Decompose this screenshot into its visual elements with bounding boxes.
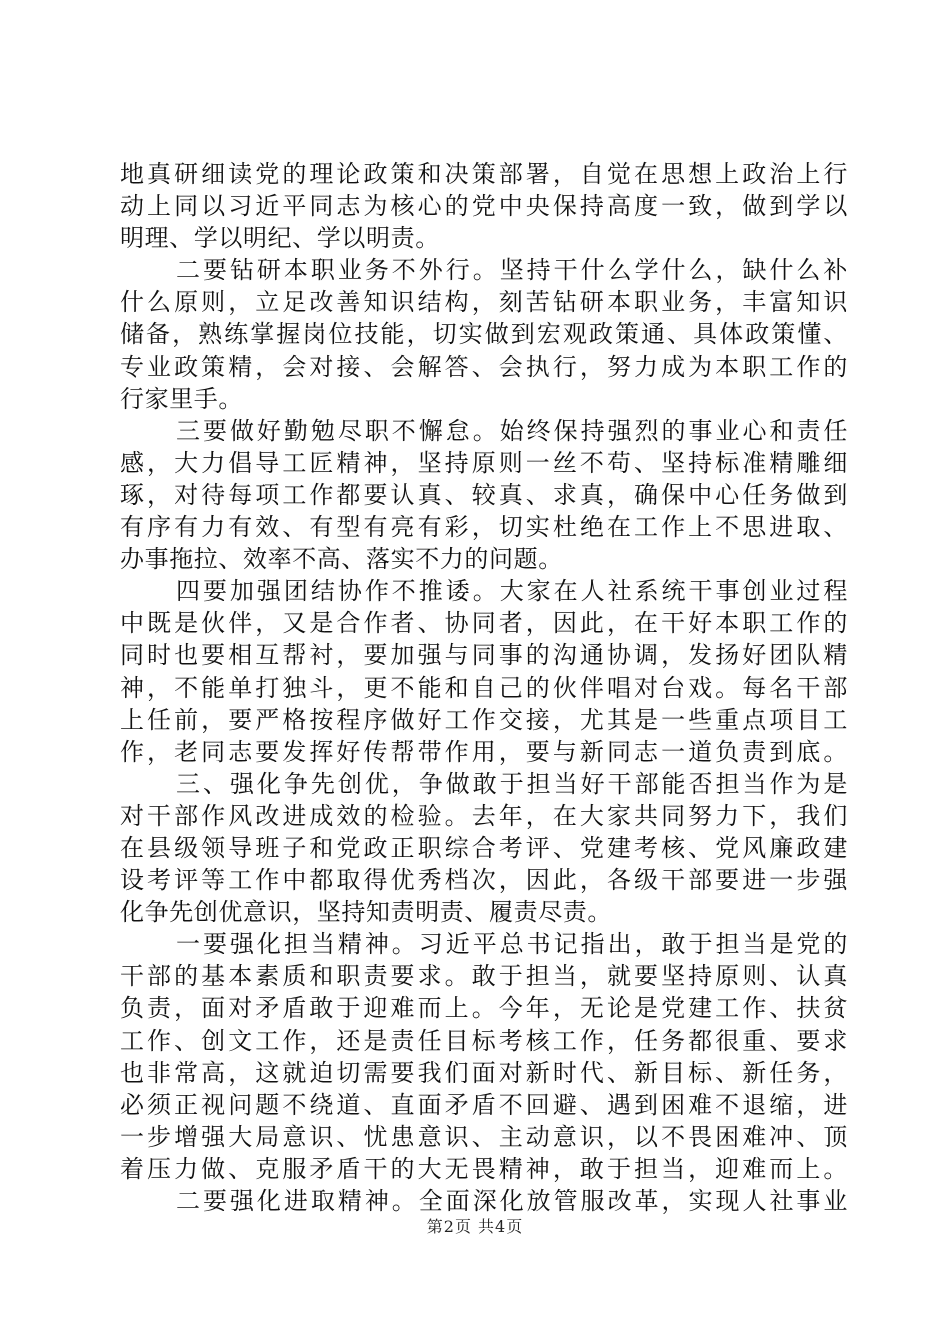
text-line: 干部的基本素质和职责要求。敢于担当，就要坚持原则、认真	[120, 962, 848, 991]
text-line: 二要钻研本职业务不外行。坚持干什么学什么，缺什么补	[176, 256, 848, 285]
text-line: 负责，面对矛盾敢于迎难而上。今年，无论是党建工作、扶贫	[120, 994, 848, 1023]
text-line: 储备，熟练掌握岗位技能，切实做到宏观政策通、具体政策懂、	[120, 320, 848, 349]
text-line: 工作、创文工作，还是责任目标考核工作，任务都很重、要求	[120, 1026, 848, 1055]
text-line: 琢，对待每项工作都要认真、较真、求真，确保中心任务做到	[120, 480, 848, 509]
text-line: 同时也要相互帮衬，要加强与同事的沟通协调，发扬好团队精	[120, 641, 848, 670]
text-line: 一要强化担当精神。习近平总书记指出，敢于担当是党的	[176, 930, 848, 959]
text-line: 在县级领导班子和党政正职综合考评、党建考核、党风廉政建	[120, 833, 848, 862]
text-line: 行家里手。	[120, 384, 243, 413]
text-line: 明理、学以明纪、学以明责。	[120, 224, 440, 253]
text-line: 化争先创优意识，坚持知责明责、履责尽责。	[120, 898, 612, 927]
text-line: 感，大力倡导工匠精神，坚持原则一丝不苟、坚持标准精雕细	[120, 448, 848, 477]
text-line: 设考评等工作中都取得优秀档次，因此，各级干部要进一步强	[120, 866, 848, 895]
text-line: 作，老同志要发挥好传帮带作用，要与新同志一道负责到底。	[120, 737, 848, 766]
page-footer: 第2页 共4页	[426, 1217, 524, 1236]
text-line: 也非常高，这就迫切需要我们面对新时代、新目标、新任务，	[120, 1058, 848, 1087]
body-text	[120, 158, 848, 1217]
text-line: 中既是伙伴，又是合作者、协同者，因此，在干好本职工作的	[120, 609, 848, 638]
text-line: 二要强化进取精神。全面深化放管服改革，实现人社事业	[176, 1187, 848, 1215]
text-line: 动上同以习近平同志为核心的党中央保持高度一致，做到学以	[120, 192, 848, 221]
text-line: 专业政策精，会对接、会解答、会执行，努力成为本职工作的	[120, 352, 848, 381]
text-line: 着压力做、克服矛盾干的大无畏精神，敢于担当，迎难而上。	[120, 1154, 848, 1183]
text-line: 地真研细读党的理论政策和决策部署，自觉在思想上政治上行	[120, 160, 848, 188]
text-line: 三要做好勤勉尽职不懈怠。始终保持强烈的事业心和责任	[176, 416, 848, 445]
text-line: 办事拖拉、效率不高、落实不力的问题。	[120, 545, 563, 574]
text-line: 四要加强团结协作不推诿。大家在人社系统干事创业过程	[176, 577, 848, 606]
text-line: 三、强化争先创优，争做敢于担当好干部能否担当作为是	[176, 769, 848, 798]
text-line: 什么原则，立足改善知识结构，刻苦钻研本职业务，丰富知识	[120, 288, 848, 317]
text-line: 上任前，要严格按程序做好工作交接，尤其是一些重点项目工	[120, 705, 848, 734]
text-line: 必须正视问题不绕道、直面矛盾不回避、遇到困难不退缩，进	[120, 1090, 848, 1119]
text-line: 一步增强大局意识、忧患意识、主动意识，以不畏困难冲、顶	[120, 1122, 848, 1151]
text-line: 神，不能单打独斗，更不能和自己的伙伴唱对台戏。每名干部	[120, 673, 848, 702]
text-line: 对干部作风改进成效的检验。去年，在大家共同努力下，我们	[120, 801, 848, 830]
text-line: 有序有力有效、有型有亮有彩，切实杜绝在工作上不思进取、	[120, 513, 848, 542]
